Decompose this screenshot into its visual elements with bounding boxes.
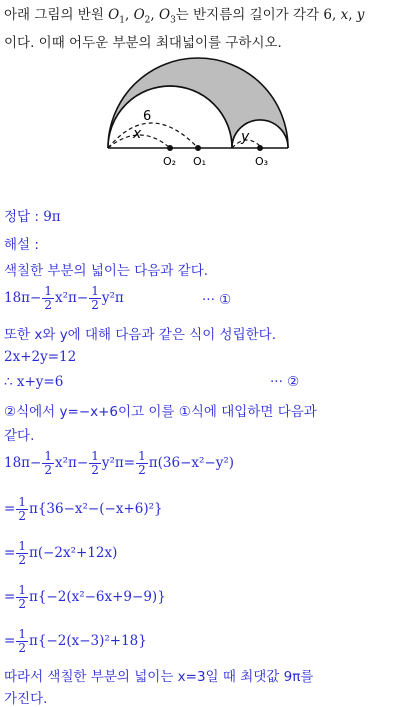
numerator: 1 [91,449,99,463]
equation-7 [4,584,166,611]
fraction [42,285,54,312]
equation-2: 2x+2y=12 [4,349,77,365]
denominator: 2 [18,641,26,655]
comma: , [124,7,134,23]
denominator: 2 [91,298,99,312]
math-o2: O [133,7,145,23]
comma: , [331,7,341,23]
equation-8 [4,628,147,655]
semicircle-figure [0,52,400,182]
eq-term: π{−2(x²−6x+9−9)} [28,589,166,605]
eq-term: π(36−x²−y²) [148,455,235,471]
eq-term: = [4,501,16,517]
explanation-label: 해설 : [4,237,39,253]
solution-text-4b: 가진다. [4,691,48,707]
eq-term: = [4,545,16,561]
denominator: 2 [138,463,146,477]
numerator: 1 [18,627,26,641]
problem-text: 는 반지름의 길이가 각각 [175,7,324,23]
answer-value: 9π [43,209,61,225]
point-o2 [167,145,173,151]
equation-1 [4,285,124,312]
equation-6 [4,540,117,567]
numerator: 1 [44,284,53,298]
eq-term: y²π= [101,455,136,471]
math-o1: O [108,7,120,23]
solution-text-3b: 같다. [4,428,35,444]
equation-marker-2: ··· ② [270,374,300,390]
eq-term: 18π− [4,290,42,306]
numerator: 1 [18,495,26,509]
fraction [16,496,28,523]
answer-line [4,205,61,225]
numerator: 1 [44,449,53,463]
sub-1: 1 [119,15,125,26]
eq-term: = [4,633,16,649]
sub-2: 2 [144,15,151,26]
fraction [89,450,101,477]
label-o1: O₁ [193,155,207,168]
label-o2: O₂ [163,155,177,168]
label-6: 6 [143,109,152,124]
solution-text-3a: ②식에서 y=−x+6이고 이를 ①식에 대입하면 다음과 [4,404,317,420]
eq-term: y²π [101,290,124,306]
radius-x: x [340,7,349,23]
denominator: 2 [18,509,26,523]
math-o3: O [158,7,171,23]
solution-text-4a: 따라서 색칠한 부분의 넓이는 x=3일 때 최댓값 9π를 [4,669,314,685]
problem-statement [4,4,398,54]
equation-5 [4,496,163,523]
comma: , [150,7,159,23]
solution-text-2: 또한 x와 y에 대해 다음과 같은 식이 성립한다. [4,327,277,343]
label-o3: O₃ [255,155,269,168]
eq-term: x²π− [55,290,89,306]
equation-4 [4,450,234,477]
eq-term: π{36−x²−(−x+6)²} [28,501,163,517]
equation-3: ∴ x+y=6 [4,374,64,390]
denominator: 2 [18,553,26,567]
denominator: 2 [18,597,26,611]
problem-text: 아래 그림의 반원 [4,7,109,23]
eq-term: 18π− [4,455,42,471]
point-o3 [257,145,263,151]
numerator: 1 [91,284,99,298]
problem-text: 이다. 이때 어두운 부분의 최대넓이를 구하시오. [4,34,282,51]
fraction [42,450,54,477]
denominator: 2 [44,298,53,312]
numerator: 1 [138,449,146,463]
label-y: y [241,129,250,145]
fraction [136,450,148,477]
eq-term: π{−2(x−3)²+18} [28,633,147,649]
eq-term: x²π− [55,455,89,471]
denominator: 2 [44,463,53,477]
equation-marker-1: ··· ① [202,292,232,308]
numerator: 1 [18,539,26,553]
radius-6: 6 [323,7,332,23]
answer-label: 정답 : [4,209,44,225]
eq-term: π(−2x²+12x) [28,545,118,561]
denominator: 2 [91,463,99,477]
numerator: 1 [18,583,26,597]
comma: , [348,7,357,23]
radius-y: y [356,7,365,23]
sub-3: 3 [170,15,176,26]
solution-text-1: 색칠한 부분의 넓이는 다음과 같다. [4,263,209,279]
fraction [16,628,28,655]
label-x: x [133,126,142,142]
eq-term: = [4,589,16,605]
fraction [89,285,101,312]
point-o1 [195,145,201,151]
fraction [16,540,28,567]
fraction [16,584,28,611]
